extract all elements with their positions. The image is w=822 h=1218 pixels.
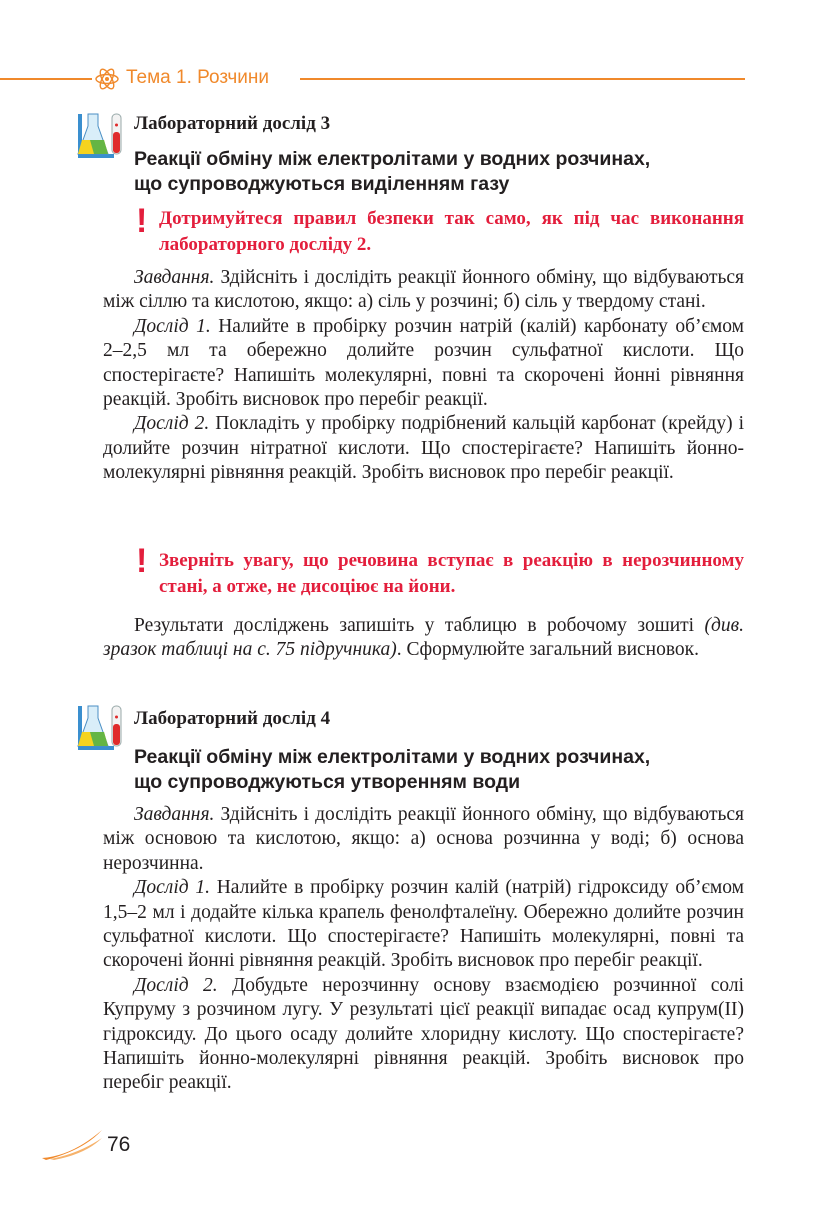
lab-title: Лабораторний дослід 3 [134,113,331,134]
lab-flasks-icon [76,110,128,160]
experiment-text: Добудьте нерозчинну основу взаємодією розчинної солі Купруму з розчином лугу. У результаті цієї реакції випадає осад купрум(II) гідроксиду. До цього осаду долийте хлоридну кислоту. Що спостерігаєте? Напишіть йонно-молекулярні рівняння реакцій. Зробіть висновок про перебіг реакції. [103,974,745,1094]
topic-title: Тема 1. Розчини [126,67,270,88]
experiment-label: Дослід 1. [134,315,211,337]
experiment-text: Налийте в пробірку розчин натрій (калій) карбонату об’ємом 2–2,5 мл та обережно долийте розчин сульфатної кислоти. Що спостерігаєте? Напишіть молекулярні, повні та скорочені йонні рівняння реакцій. Зробіть висновок про перебіг реакції. [103,315,744,411]
task-label: Завдання. [134,804,215,825]
lab-title: Лабораторний дослід 4 [134,708,331,729]
experiment-label: Дослід 1. [134,877,210,899]
experiment-text: Налийте в пробірку розчин калій (натрій) гідроксиду об’ємом 1,5–2 мл і додайте кілька крапель фенолфталеїну. Обережно долийте розчин сульфатної кислоти. Що спостерігаєте? Напишіть молекулярні, повні та скорочені йонні рівняння реакцій. Зробіть висновок про перебіг реакції. [103,877,744,972]
lab-body [103,266,744,486]
experiment-paragraph [103,974,744,1096]
atom-icon [94,66,120,92]
lab-body [103,803,744,1096]
results-paragraph [103,614,744,663]
experiment-label: Дослід 2. [134,413,210,435]
experiment-paragraph [103,412,744,485]
page-corner-swoosh-icon [42,1128,104,1160]
warning-icon: ! [136,202,148,240]
task-text: Здійсніть і дослідіть реакції йонного обміну, що відбуваються між сіллю та кислотою, якщо: а) сіль у розчині; б) сіль у твердому стані. [103,267,744,313]
task-paragraph [103,803,744,876]
task-paragraph [103,266,744,315]
safety-warning: Дотримуйтеся правил безпеки так само, як під час виконання лабораторного досліду 2. [159,208,744,255]
results-reference: (див. зразок таблиці на с. 75 підручника) [103,615,744,661]
lab-heading-line: Реакції обміну між електролітами у водних розчинах, [134,148,651,170]
lab-flasks-icon [76,702,128,752]
header-rule-left [0,78,92,80]
experiment-paragraph [103,315,744,413]
lab-heading [134,745,744,795]
task-label: Завдання. [134,267,215,288]
experiment-text: Покладіть у пробірку подрібнений кальцій карбонат (крейду) і долийте розчин нітратної кислоти. Що спостерігаєте? Напишіть йонно-молекулярні рівняння реакцій. Зробіть висновок про перебіг реакції. [103,413,744,484]
warning-icon: ! [136,542,148,580]
results-text: . Сформулюйте загальний висновок. [396,639,700,661]
lab-heading-line: що супроводжуються виділенням газу [134,173,510,195]
lab-heading-line: що супроводжуються утворенням води [134,771,521,793]
results-text: Результати досліджень запишіть у таблицю в робочому зошиті [134,615,705,636]
page-number: 76 [107,1133,131,1156]
header-rule-right [300,78,745,80]
results-body [103,614,744,663]
lab-heading-line: Реакції обміну між електролітами у водних розчинах, [134,746,651,768]
attention-note: Зверніть увагу, що речовина вступає в реакцію в нерозчинному стані, а отже, не дисоціює на йони. [159,550,744,597]
experiment-paragraph [103,876,744,974]
lab-heading [134,147,744,197]
page-header [0,64,822,94]
experiment-label: Дослід 2. [134,974,218,996]
task-text: Здійсніть і дослідіть реакції йонного обміну, що відбуваються між основою та кислотою, якщо: а) основа розчинна у воді; б) основа нерозчинна. [103,804,744,874]
